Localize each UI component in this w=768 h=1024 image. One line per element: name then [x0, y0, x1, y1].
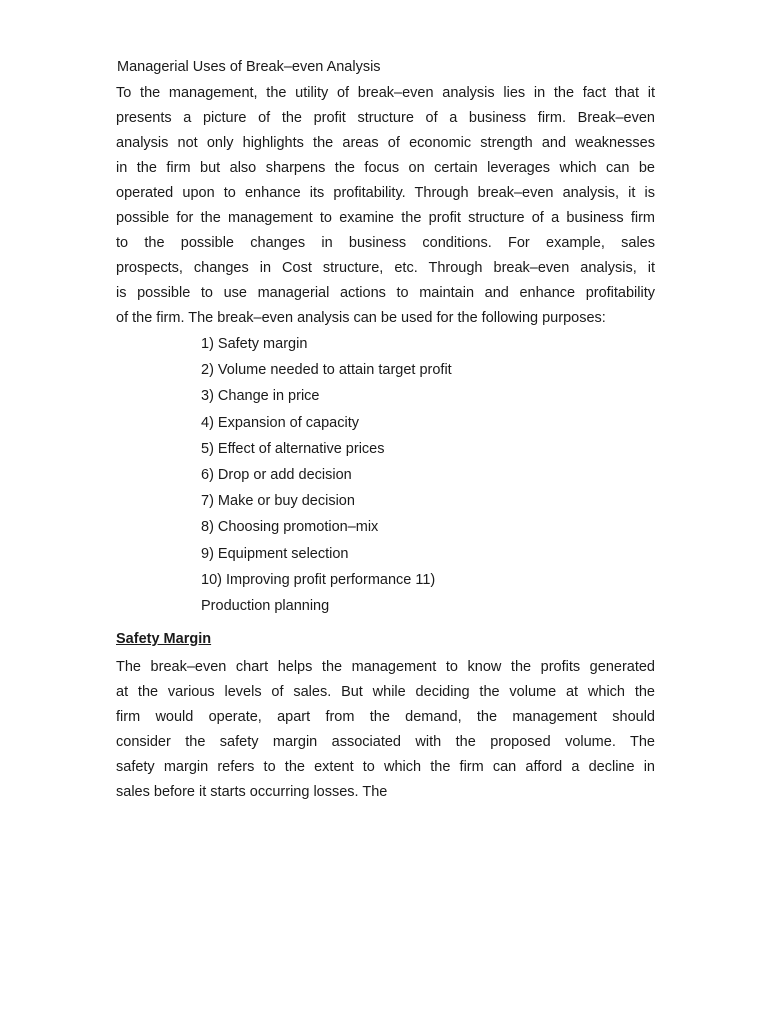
intro-line: presents a picture of the profit structure of a business firm. Break–even: [116, 110, 655, 126]
intro-line: operated upon to enhance its profitability. Through break–even analysis, it is: [116, 185, 655, 201]
safety-margin-line: safety margin refers to the extent to which the firm can afford a decline in: [116, 759, 655, 775]
safety-margin-paragraph: [116, 655, 655, 805]
list-item: 6) Drop or add decision: [201, 466, 352, 483]
intro-line: in the firm but also sharpens the focus on certain leverages which can be: [116, 160, 655, 176]
list-item: 9) Equipment selection: [201, 545, 349, 562]
intro-line: to the possible changes in business conditions. For example, sales: [116, 235, 655, 251]
intro-line: is possible to use managerial actions to maintain and enhance profitability: [116, 285, 655, 301]
list-item: 4) Expansion of capacity: [201, 414, 359, 431]
intro-line: analysis not only highlights the areas of economic strength and weaknesses: [116, 135, 655, 151]
safety-margin-line: firm would operate, apart from the demand, the management should: [116, 709, 655, 725]
intro-line: prospects, changes in Cost structure, etc. Through break–even analysis, it: [116, 260, 655, 276]
safety-margin-line: at the various levels of sales. But while deciding the volume at which the: [116, 684, 655, 700]
safety-margin-line: sales before it starts occurring losses. The: [116, 784, 388, 800]
safety-margin-heading: Safety Margin: [116, 631, 212, 647]
list-item: Production planning: [201, 597, 330, 614]
intro-line: of the firm. The break–even analysis can be used for the following purposes:: [116, 310, 606, 326]
safety-margin-line: consider the safety margin associated with the proposed volume. The: [116, 734, 655, 750]
intro-line: To the management, the utility of break–even analysis lies in the fact that it: [116, 85, 655, 101]
intro-paragraph: [116, 81, 655, 331]
list-item: 5) Effect of alternative prices: [201, 440, 385, 457]
list-item: 1) Safety margin: [201, 336, 308, 352]
intro-line: possible for the management to examine the profit structure of a business firm: [116, 210, 655, 226]
list-item: 7) Make or buy decision: [201, 493, 355, 510]
purposes-list: [201, 331, 452, 619]
list-item: 8) Choosing promotion–mix: [201, 519, 379, 536]
list-item: 10) Improving profit performance 11): [201, 571, 436, 588]
list-item: 2) Volume needed to attain target profit: [201, 362, 452, 379]
list-item: 3) Change in price: [201, 388, 320, 405]
safety-margin-line: The break–even chart helps the management to know the profits generated: [116, 659, 655, 675]
section-heading: Managerial Uses of Break–even Analysis: [117, 59, 381, 75]
